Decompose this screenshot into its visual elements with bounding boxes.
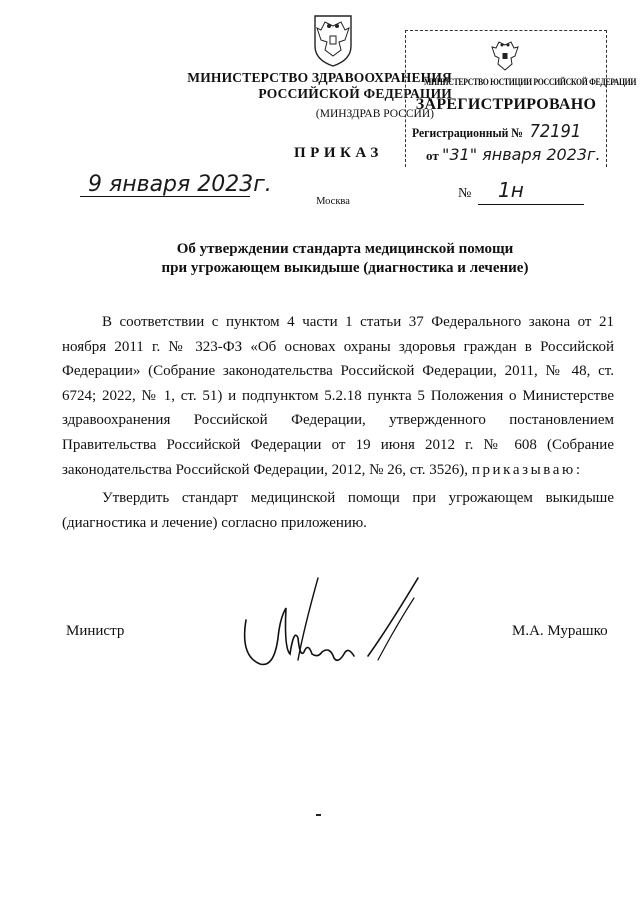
body-paragraph-1 [62,310,614,482]
order-date: 9 января 2023г. [88,172,272,197]
order-number-label: № [458,186,472,201]
date-underline [80,196,250,197]
document-body [62,310,614,535]
ministry-name-line2: РОССИЙСКОЙ ФЕДЕРАЦИИ [258,86,452,101]
title-line1: Об утверждении стандарта медицинской помощи [176,241,514,257]
stamp-date-value: "31" января 2023г. [441,145,601,164]
stamp-status: ЗАРЕГИСТРИРОВАНО [415,96,597,113]
order-directive: приказываю: [471,461,583,478]
order-heading: ПРИКАЗ [294,145,383,161]
order-city: Москва [316,196,350,207]
ministry-abbreviation: (МИНЗДРАВ РОССИИ) [315,108,434,120]
title-line2: при угрожающем выкидыше (диагностика и лечение) [161,260,529,276]
stamp-ministry-name: МИНИСТЕРСТВО ЮСТИЦИИ РОССИЙСКОЙ ФЕДЕРАЦИИ [424,78,637,88]
stamp-date-row [426,145,601,164]
stamp-eagle-icon [488,39,522,77]
order-number: 1н [498,178,524,202]
page-mark [316,814,321,816]
document-title [80,240,610,278]
handwritten-signature [238,568,428,688]
registration-stamp [405,30,637,167]
body-paragraph-1-text: В соответствии с пунктом 4 части 1 статьи 37 Федерального закона от 21 ноября 2011 г. № 323-ФЗ «Об основах охраны здоровья граждан в Российской Федерации» (Собрание законодательства Российской Федерации, 2011, № 48, ст. 6724; 2022, № 1, ст. 51) и подпунктом 5.2.18 пункта 5 Положения о Министерстве здравоохранения Российской Федерации, утвержденного постановлением Правительства Российской Федерации от 19 июня 2012 г. № 608 (Собрание законодательства Российской Федерации, 2012, № 26, ст. 3526), [62,314,614,478]
ministry-name-line1: МИНИСТЕРСТВО ЗДРАВООХРАНЕНИЯ [187,70,452,85]
body-paragraph-2: Утвердить стандарт медицинской помощи при угрожающем выкидыше (диагностика и лечение) согласно приложению. [62,490,614,531]
signer-name: М.А. Мурашко [512,623,608,639]
stamp-reg-number: 72191 [529,121,582,142]
coat-of-arms-icon [305,12,361,68]
number-underline [478,204,584,205]
stamp-reg-label: Регистрационный № [412,125,524,140]
signer-role: Министр [66,623,125,639]
stamp-date-prefix: от [426,148,439,163]
stamp-registration-row [412,121,581,142]
